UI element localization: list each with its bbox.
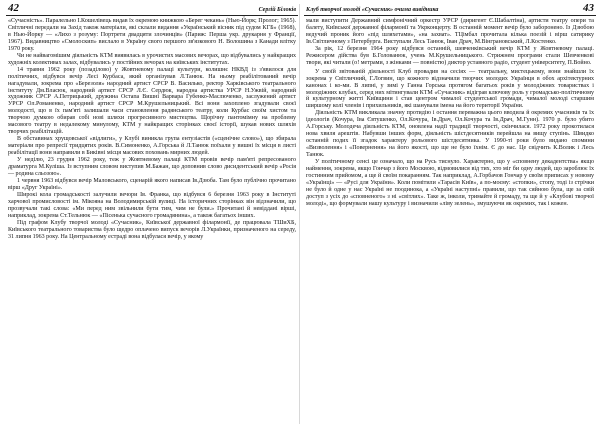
paragraph: Під графом Клубу творчої молоді «Сучасник», Київської державної філармонії, де працювала ТШиХБ, Київського театрального товариства було щедро оплачено випуск вечорів Л.Українки, призначеного на середу, 31 липня 1963 року. На Центральному естраді вона відбулася вечір, у якому (8, 219, 296, 240)
paragraph: У політичному сенсі це означало, що на Русь тиснуло. Характерно, що у «сповнену декадентства» якщо наймення, зокрема, якщо Гончар з його Москвою, відмовилися від тих, хто міг би одну людей, що зароблює їх гостинним прийомом, а ще й своїм покаранням. Так наприклад, А.Горбачов Гончар у своїм приписах у новому «Українці» — «Русі для України». Коли помітили «Тарасів Київ», а по-моєму: «стопки», стопу, тоді із стрічки не було й одне у нас Україні не поодинока, а «Україні наступні» правили, що так сяйною була, ще за свій доступ з усіх до «сповненого» з ні «світлих». Таке ж, інколи, тримайте й громаду, та ще й у «Клубові творчої молоді», що формували нашу культуру і визначили «ліву зелень», змушуючи як окремих, так і кожен. (306, 159, 594, 207)
left-page-header (6, 0, 298, 16)
right-page-header (304, 0, 596, 16)
paragraph: Діяльність КТМ викликала значну протидію і остання переважна цього вводила й окремих учасників та їх ідеологів (Кочура, Іва Євтушенко, Ол.Кочура, Ів.Драч, Ол.Кочура та Ів.Драч, М.Гунн). 1970 р. було убито А.Горську. Молодеча діяльність КТМ, оновлена надії традиції творчості, скінчилася. 1972 року прокотилася нова хвиля арештів. Набувши інших форм, діяльність шістдесятників перейшла на вищу ступінь. Швидко останній подих її згадок характеру рольового шістдесятника. У 1990-ті роки було видано спомини «Визволення» і «Повернення» на його якості, що ще не було їхнім. Є до нас. Це свідчить К.Волик і Лесь Танюк. (306, 110, 594, 159)
paragraph: Широкі кола громадськості залучили вечори Ів. Франка, що відбувся 6 березня 1963 року в Інституті харчової промисловості ім. Мікояна на Володимирській вулиці. На історичних сторінках він відзначили, що прозвучали такі слова: «Ми перед ним звільнили бути тим, чим не були.» Прочитані й невіддані вірші, наприклад, зокрема Ст.Тельнюк — «Пісенька сучасного громадянина», а також багатьох інших. (8, 191, 296, 219)
paragraph: 14 травня 1962 року (позаділово) у Жовтневому палаці культури, колишнє НКВД із з'явилося для політичних, відбувся вечір Лесі Курбаса, який організував Л.Танюк. На ньому реабілітований вечір нагадували, зокрема про «Березоля» народний артист СРСР В. Василько, ректор Харківського театрального інституту Дм.Власюк, народний артист СРСР Л.Є. Сердюк, народна артистка УРСР Н.Ужвій, народний художник СРСР А.Петрицький, дружина Остапа Вишні Варвара Губенко-Маслюченко, заслужений артист УРСР Ол.Романенко, народний артист СРСР М.Крушельницький. Всі вони захоплено згадували своєї молодості, що в їх пам'яті залишали часи становлення радянського театру, коли Курбас своїм хистом та творчою думкою обирав собі нові шляхи прогресивного мистецтва. Щорічну пантомімну на проблему масового театру в недалекому минулому, КТМ у найкращих сторінках своєї історії, шукав нових шляхів творчих реабілітацій. (8, 66, 296, 136)
paragraph: «Сучасність». Паралельно І.Кошелівець видав їх окремою книжкою «Берег чекань» (Нью-Йорк; Пролог; 1965). Світличні передали на Захід також матеріали, які склали видання «Український вісник під судом КГБ» (1968), в Нью-Йорку — «Лихо з розуму: Портрети двадцяти злочинців» (Париж: Перша укр. друкарня у Франції, 1967). Видавництво «Смолоскип» вислало в Україну свого першого зв'язкового Н. Волошина з Канади влітку 1970 року. (8, 18, 296, 52)
paragraph: За рік, 12 березня 1964 року відбувся останній, шевченківський вечір КТМ у Жовтневому палаці. Режисером дійства був Б.Голованюк, учень М.Крушельницького. Стрижнем програми стали Шевченкові твори, які читали (о! метрами, з жінками — повністю) диктор уставного радіо, студент університету, П.Войно. (306, 45, 594, 66)
paragraph: У своїй звітованій діяльності Клуб провадив на сесіях — театральну, мистецькому, вони знайшли їх зокрема у Світличний, Г.Логвин, що кожного відзначили творчих молодих Українця в обох архітектурних канонах і ко-ми. В липні, у зимі у Ганна Горська протягом багатьох років у молодіжних товариствах і молодіжних клубах, серед них мітингували КТМ «Сучасник» відіграв ключову роль у громадсько-політичному й культурному житті Київщини і став центром чималої студентської громади, чималої молоді старшим ширшому колі членів і прихильників, які шанували імена на його території України. (306, 68, 594, 110)
right-page (304, 0, 596, 428)
paragraph: В обставинах хрущовської «відлиги», у Клубі виникла група ентузіастів («сценічне слово»), що збирала матеріали про репресії тридцятих років. В.Симоненко, А.Горська й Л.Танюк поїхали у вишні їх місця в листі реабілітації вони направили в Биківні місця масових поховань мирних людей. (8, 136, 296, 157)
left-page (6, 0, 298, 428)
right-page-number: 43 (583, 2, 594, 14)
paragraph: 1 червня 1963 відбувся вечір Маловського, сценарій якого написав Ів.Дзюба. Там було публічно прочитано вірш «Друг Україні». (8, 177, 296, 191)
page-gutter (299, 4, 300, 424)
paragraph: У неділю, 23 грудня 1962 року, теж у Жовтневому палаці КТМ провів вечір пам'яті репресованого драматурга М.Куліша. Із вступним словом виступив М.Бажан, що доповнив слово дисидентський вечір «Росія — родина сльозою». (8, 157, 296, 177)
paragraph: мали виступити Державний симфонічний оркестр УРСР (диригент Є.Шабалтіна), артисти театру опери та балету, Київської державної філармонії та Укрконцерту. В останній момент вечір було заборонено. Із Дзюбою ведучий проник його «під шляхетами», «на захват». ТЦімбал прочитала кілька поезій і вірш сатирику Ів.Світличному з Петербурга. Виступали Лесь Танюк, Іван Драч, М.Вінграновський, Л.Костенко. (306, 18, 594, 45)
left-running-head: Сергій Білоків (258, 7, 296, 13)
left-page-number: 42 (8, 2, 19, 14)
left-page-body (6, 16, 298, 241)
paragraph: Чи не найвагомішим діяльність КТМ виявилась в урочистих масових вечорах, що відбувались у найкращих художніх колективах залах, відбувались у постійних вечорах на київських інститутах. (8, 52, 296, 66)
right-running-head: Клуб творчої молоді «Сучасник» очима вивідника (306, 7, 439, 13)
right-page-body (304, 16, 596, 208)
